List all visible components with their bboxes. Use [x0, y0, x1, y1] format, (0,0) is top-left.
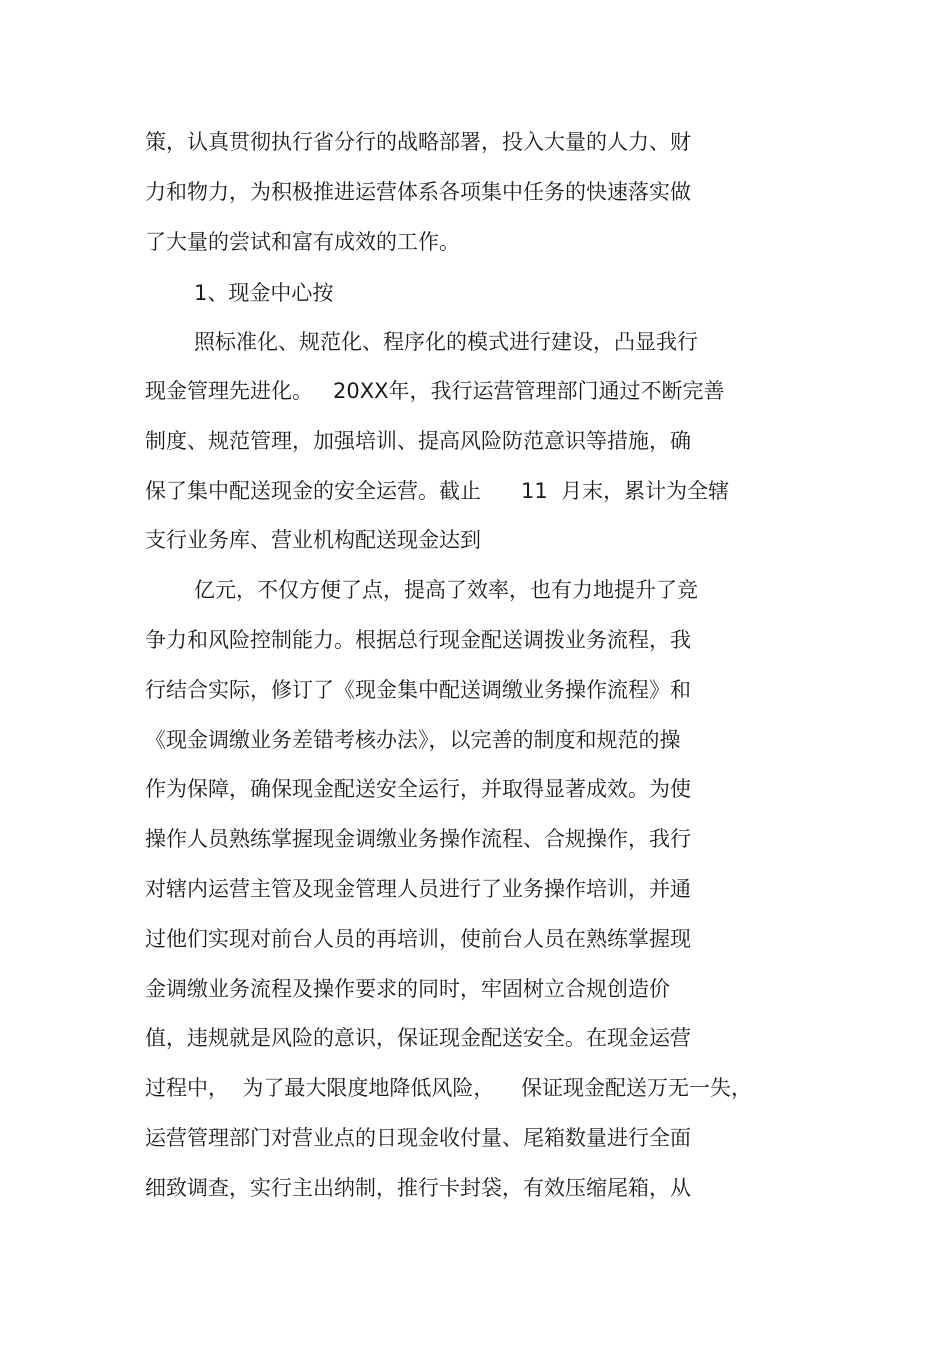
text-line: 保了集中配送现金的安全运营。截止 11 月末，累计为全辖 [145, 479, 730, 503]
text-line: 策，认真贯彻执行省分行的战略部署，投入大量的人力、财 [145, 130, 691, 154]
text-line: 照标准化、规范化、程序化的模式进行建设，凸显我行 [194, 330, 698, 354]
text-line: 金调缴业务流程及操作要求的同时，牢固树立合规创造价 [145, 977, 670, 1001]
text-line: 现金管理先进化。 20XX年，我行运营管理部门通过不断完善 [145, 379, 725, 403]
text-line: 对辖内运营主管及现金管理人员进行了业务操作培训，并通 [145, 877, 691, 901]
text-line: 过他们实现对前台人员的再培训，使前台人员在熟练掌握现 [145, 927, 691, 951]
text-line: 作为保障，确保现金配送安全运行，并取得显著成效。为使 [145, 777, 691, 801]
section-heading: 1、现金中心按 [194, 281, 334, 305]
text-line: 细致调查，实行主出纳制，推行卡封袋，有效压缩尾箱，从 [145, 1176, 691, 1200]
text-line: 亿元，不仅方便了点，提高了效率，也有力地提升了竞 [194, 578, 698, 602]
text-line: 支行业务库、营业机构配送现金达到 [145, 528, 481, 552]
text-line: 《现金调缴业务差错考核办法》，以完善的制度和规范的操 [145, 728, 681, 752]
text-line: 争力和风险控制能力。根据总行现金配送调拨业务流程，我 [145, 628, 691, 652]
text-line: 操作人员熟练掌握现金调缴业务操作流程、合规操作，我行 [145, 827, 691, 851]
text-line: 力和物力，为积极推进运营体系各项集中任务的快速落实做 [145, 180, 691, 204]
text-line: 行结合实际，修订了《现金集中配送调缴业务操作流程》和 [145, 678, 691, 702]
text-line: 值，违规就是风险的意识，保证现金配送安全。在现金运营 [145, 1026, 691, 1050]
text-line: 制度、规范管理，加强培训、提高风险防范意识等措施，确 [145, 429, 691, 453]
text-line: 过程中， 为了最大限度地降低风险， 保证现金配送万无一失， [145, 1076, 753, 1100]
text-line: 运营管理部门对营业点的日现金收付量、尾箱数量进行全面 [145, 1126, 691, 1150]
text-line: 了大量的尝试和富有成效的工作。 [145, 230, 460, 254]
